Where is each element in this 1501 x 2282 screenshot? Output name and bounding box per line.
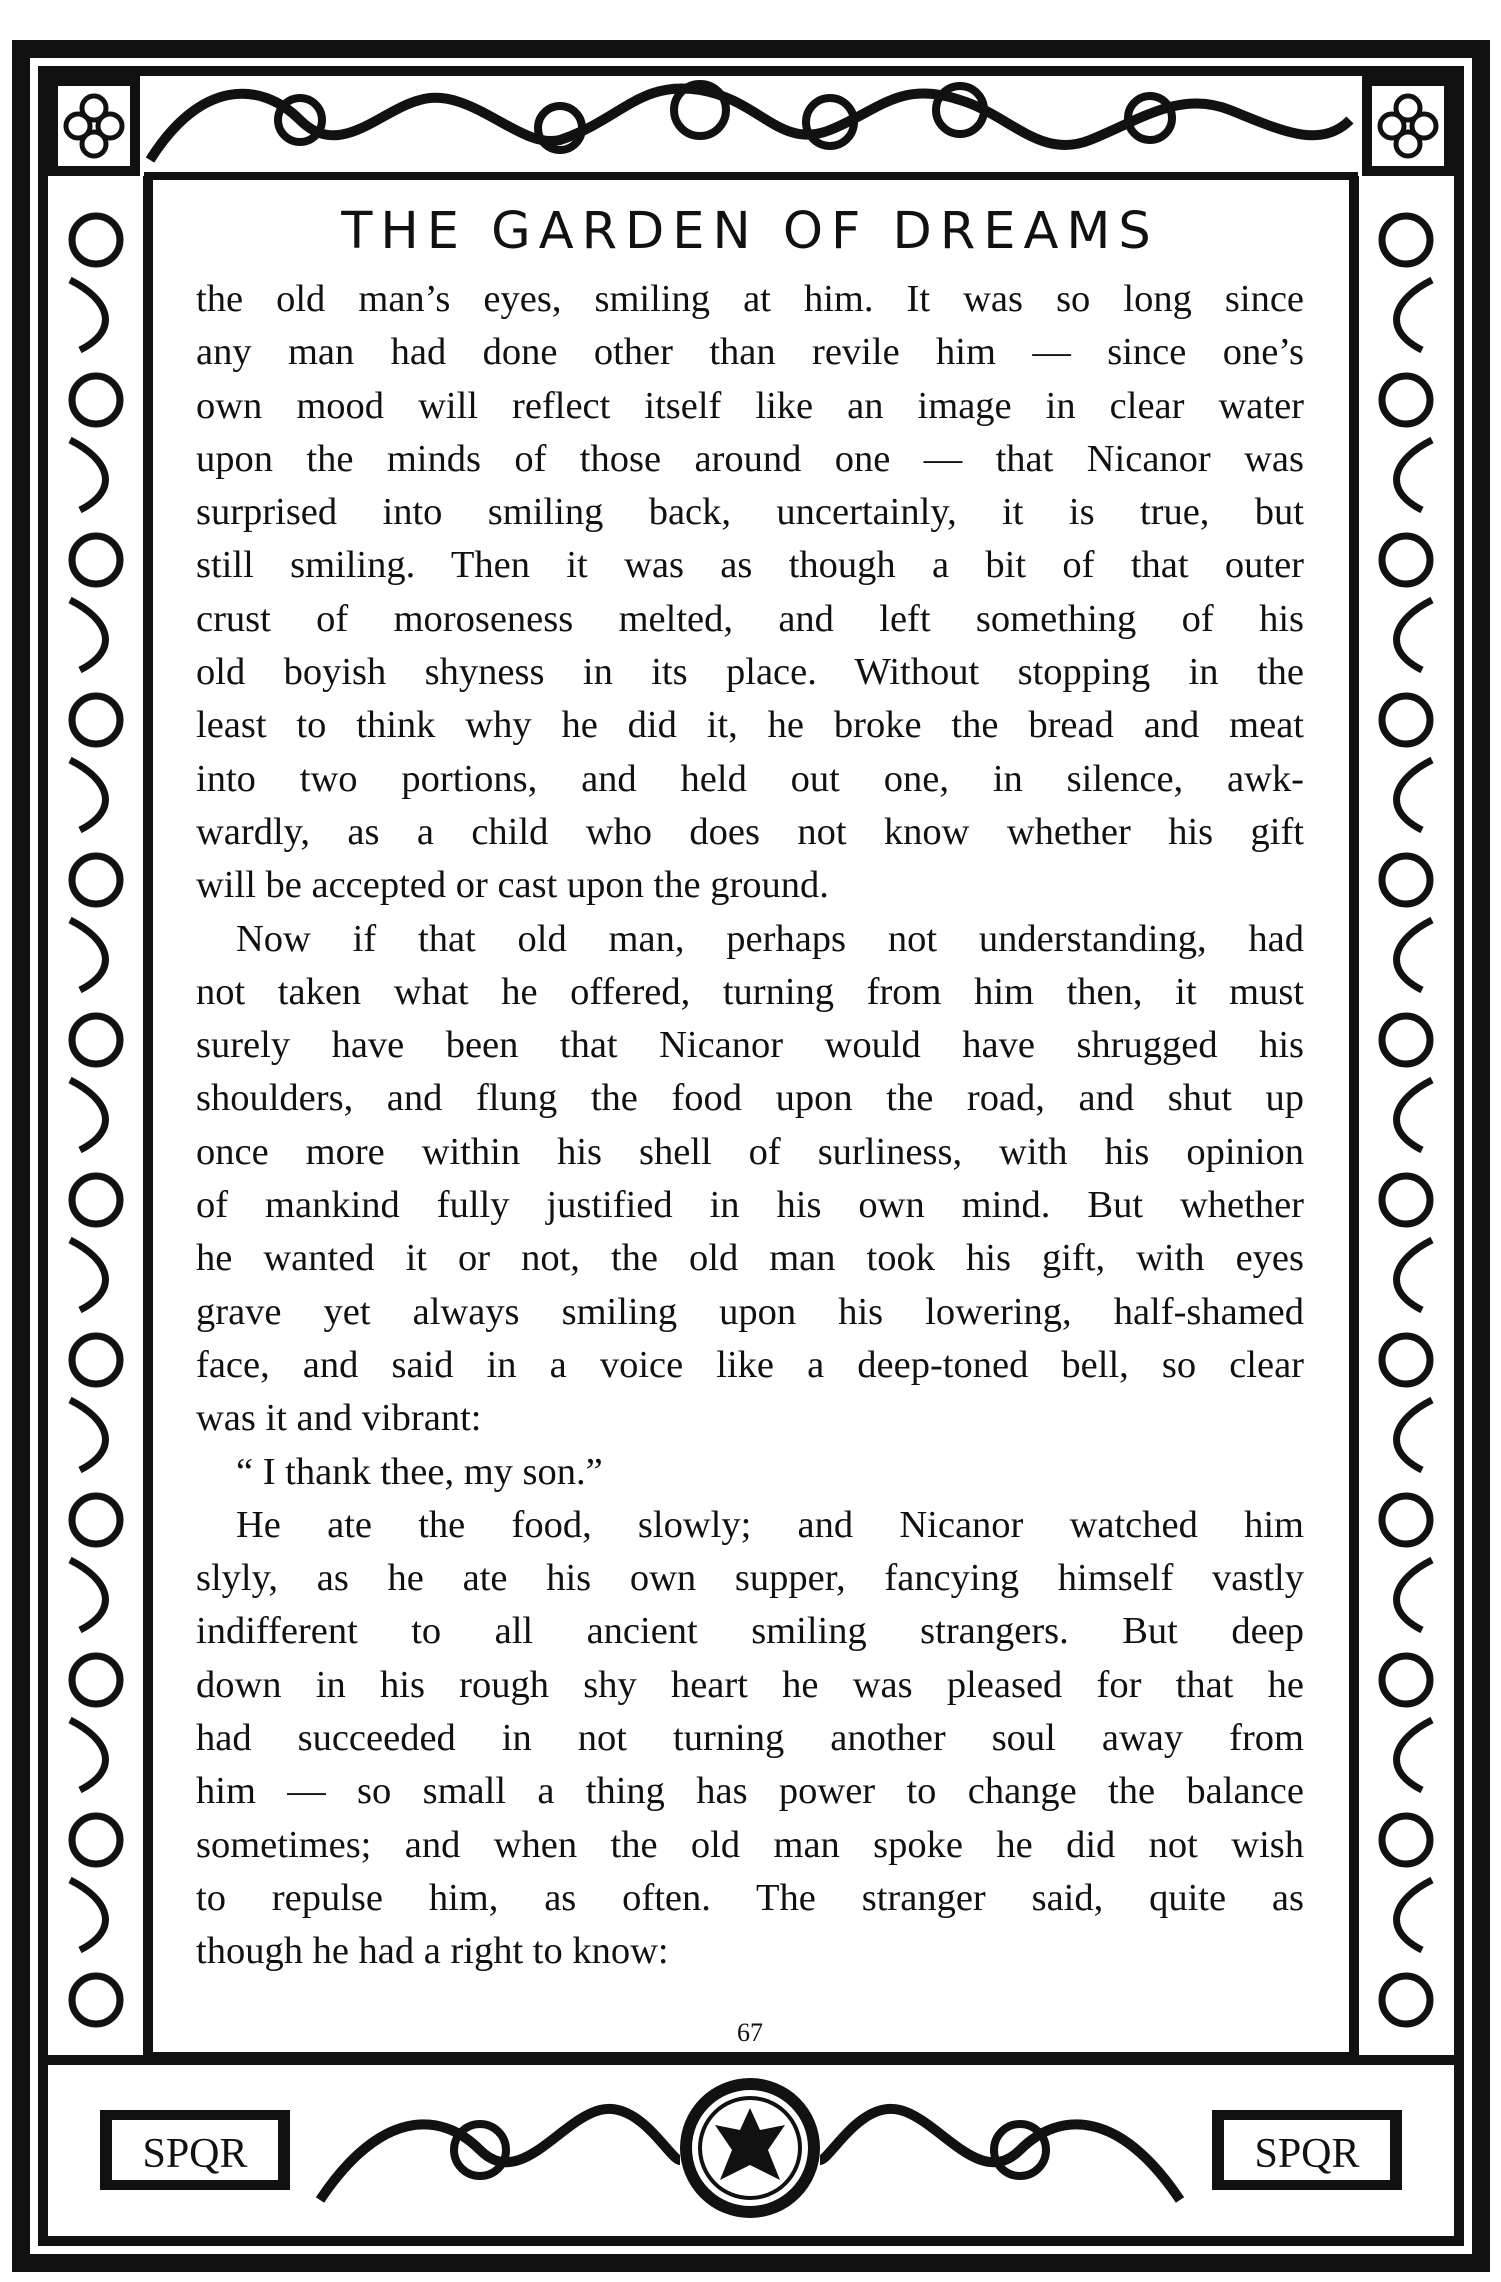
text-line: he wanted it or not, the old man took his gift, with eyes	[196, 1237, 1304, 1280]
text-line: will be accepted or cast upon the ground.	[196, 864, 829, 907]
text-line: crust of moroseness melted, and left something of his	[196, 597, 1304, 640]
spqr-plaque-left-icon	[100, 2110, 290, 2190]
text-line: sometimes; and when the old man spoke he did not wish	[196, 1823, 1304, 1866]
text-line: grave yet always smiling upon his lowering, half-shamed	[196, 1290, 1304, 1333]
spqr-label-left: SPQR	[142, 2131, 248, 2177]
text-line: the old man’s eyes, smiling at him. It was so long since	[196, 278, 1304, 320]
text-line: upon the minds of those around one — that Nicanor was	[196, 437, 1304, 480]
body-text	[196, 273, 1304, 1979]
left-scroll-column	[48, 176, 148, 2056]
text-line: though he had a right to know:	[196, 1930, 669, 1973]
text-line: shoulders, and flung the food upon the road, and shut up	[196, 1077, 1304, 1120]
paragraph	[196, 1446, 1304, 1499]
top-left-flower-icon	[48, 76, 140, 176]
text-panel	[196, 186, 1304, 2046]
text-line: wardly, as a child who does not know whether his gift	[196, 810, 1304, 853]
paragraph	[196, 1499, 1304, 1979]
text-line: slyly, as he ate his own supper, fancying himself vastly	[196, 1557, 1304, 1600]
text-line: of mankind fully justified in his own mind. But whether	[196, 1184, 1304, 1227]
text-line: old boyish shyness in its place. Without stopping in the	[196, 651, 1304, 694]
spqr-plaque-right-icon	[1212, 2110, 1402, 2190]
text-line: once more within his shell of surliness, with his opinion	[196, 1130, 1304, 1173]
text-line: Now if that old man, perhaps not understanding, had	[236, 917, 1304, 960]
text-line: still smiling. Then it was as though a bit of that outer	[196, 544, 1304, 587]
text-line: not taken what he offered, turning from him then, it must	[196, 970, 1304, 1013]
text-line: to repulse him, as often. The stranger said, quite as	[196, 1876, 1304, 1919]
text-line: had succeeded in not turning another soul away from	[196, 1717, 1304, 1760]
text-line: was it and vibrant:	[196, 1397, 482, 1440]
text-line: into two portions, and held out one, in silence, awk-	[196, 757, 1304, 800]
text-line: “ I thank thee, my son.”	[236, 1450, 603, 1493]
medallion-eagle-icon	[680, 2078, 820, 2218]
text-line: face, and said in a voice like a deep-toned bell, so clear	[196, 1343, 1304, 1386]
top-right-flower-icon	[1362, 76, 1454, 176]
text-line: He ate the food, slowly; and Nicanor watched him	[236, 1503, 1304, 1546]
text-line: indifferent to all ancient smiling strangers. But deep	[196, 1610, 1304, 1653]
paragraph	[196, 273, 1304, 913]
text-line: own mood will reflect itself like an image in clear water	[196, 384, 1304, 427]
page-number: 67	[737, 2018, 763, 2047]
text-line: him — so small a thing has power to change the balance	[196, 1770, 1304, 1813]
text-line: surely have been that Nicanor would have shrugged his	[196, 1024, 1304, 1067]
right-scroll-column	[1354, 176, 1454, 2056]
text-line: any man had done other than revile him — since one’s	[196, 331, 1304, 374]
top-scroll-band	[48, 76, 1454, 176]
paragraph	[196, 913, 1304, 1446]
spqr-label-right: SPQR	[1254, 2131, 1360, 2177]
text-line: down in his rough shy heart he was pleased for that he	[196, 1663, 1304, 1706]
text-line: surprised into smiling back, uncertainly, it is true, but	[196, 491, 1304, 534]
page-title: THE GARDEN OF DREAMS	[341, 202, 1159, 261]
text-line: least to think why he did it, he broke the bread and meat	[196, 704, 1304, 747]
